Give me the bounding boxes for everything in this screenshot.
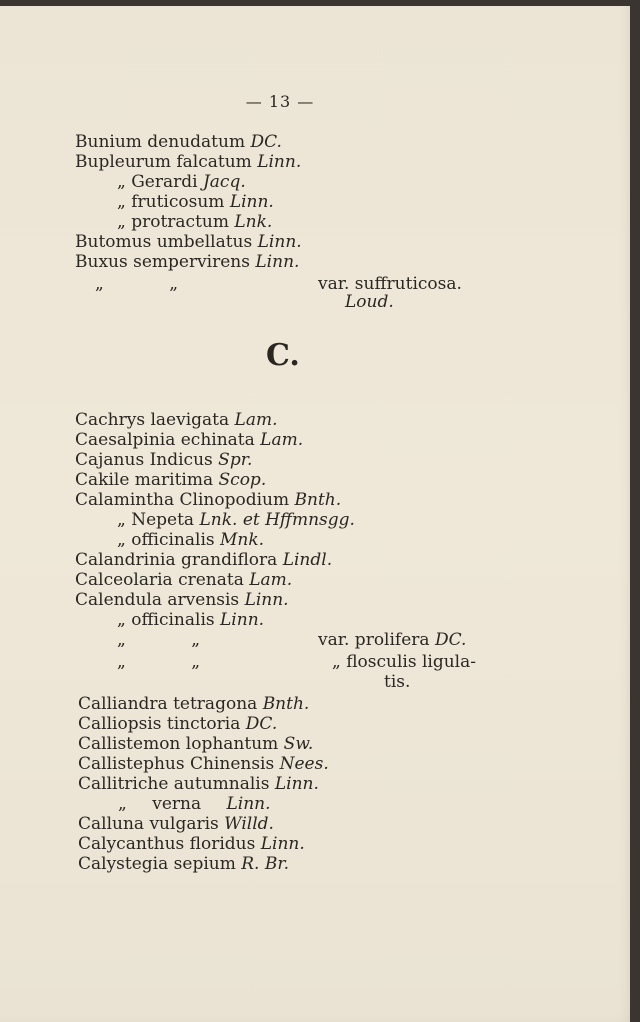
list-item: „ flosculis ligula- <box>332 652 477 672</box>
list-item: Calystegia sepium R. Br. <box>78 854 290 874</box>
list-item: „ protractum Lnk. <box>117 212 273 232</box>
list-item: „ officinalis Linn. <box>117 610 265 630</box>
list-item: var. suffruticosa. <box>318 274 462 294</box>
page-right-edge <box>630 0 640 1022</box>
list-item: Calamintha Clinopodium Bnth. <box>75 490 342 510</box>
list-item: „ verna Linn. <box>118 794 271 814</box>
list-item: Callitriche autumnalis Linn. <box>78 774 319 794</box>
list-item: „ Gerardi Jacq. <box>117 172 246 192</box>
list-item: var. prolifera DC. <box>318 630 467 650</box>
list-item: Calliopsis tinctoria DC. <box>78 714 278 734</box>
list-item: „ officinalis Mnk. <box>117 530 265 550</box>
list-item: Calluna vulgaris Willd. <box>78 814 274 834</box>
list-item: tis. <box>384 672 411 692</box>
list-item: Caesalpinia echinata Lam. <box>75 430 304 450</box>
list-item: Calandrinia grandiflora Lindl. <box>75 550 333 570</box>
list-item: „ Nepeta Lnk. et Hffmnsgg. <box>117 510 355 530</box>
list-item: Cajanus Indicus Spr. <box>75 450 253 470</box>
list-item: Callistephus Chinensis Nees. <box>78 754 329 774</box>
list-item: Bunium denudatum DC. <box>75 132 282 152</box>
list-item: Calycanthus floridus Linn. <box>78 834 305 854</box>
list-item: Bupleurum falcatum Linn. <box>75 152 302 172</box>
list-item: Cakile maritima Scop. <box>75 470 267 490</box>
list-item: Callistemon lophantum Sw. <box>78 734 314 754</box>
page-number: — 13 — <box>245 92 315 111</box>
section-heading: C. <box>266 338 300 373</box>
list-item: Buxus sempervirens Linn. <box>75 252 300 272</box>
list-item: Calliandra tetragona Bnth. <box>78 694 310 714</box>
list-item: „ „ <box>117 630 201 650</box>
list-item: „ „ <box>95 274 179 294</box>
list-item: Cachrys laevigata Lam. <box>75 410 278 430</box>
list-item: Butomus umbellatus Linn. <box>75 232 302 252</box>
list-item: „ fruticosum Linn. <box>117 192 274 212</box>
list-item: Calendula arvensis Linn. <box>75 590 289 610</box>
list-item: „ „ <box>117 652 201 672</box>
list-item: Loud. <box>345 292 394 312</box>
page-top-edge <box>0 0 640 6</box>
list-item: Calceolaria crenata Lam. <box>75 570 293 590</box>
